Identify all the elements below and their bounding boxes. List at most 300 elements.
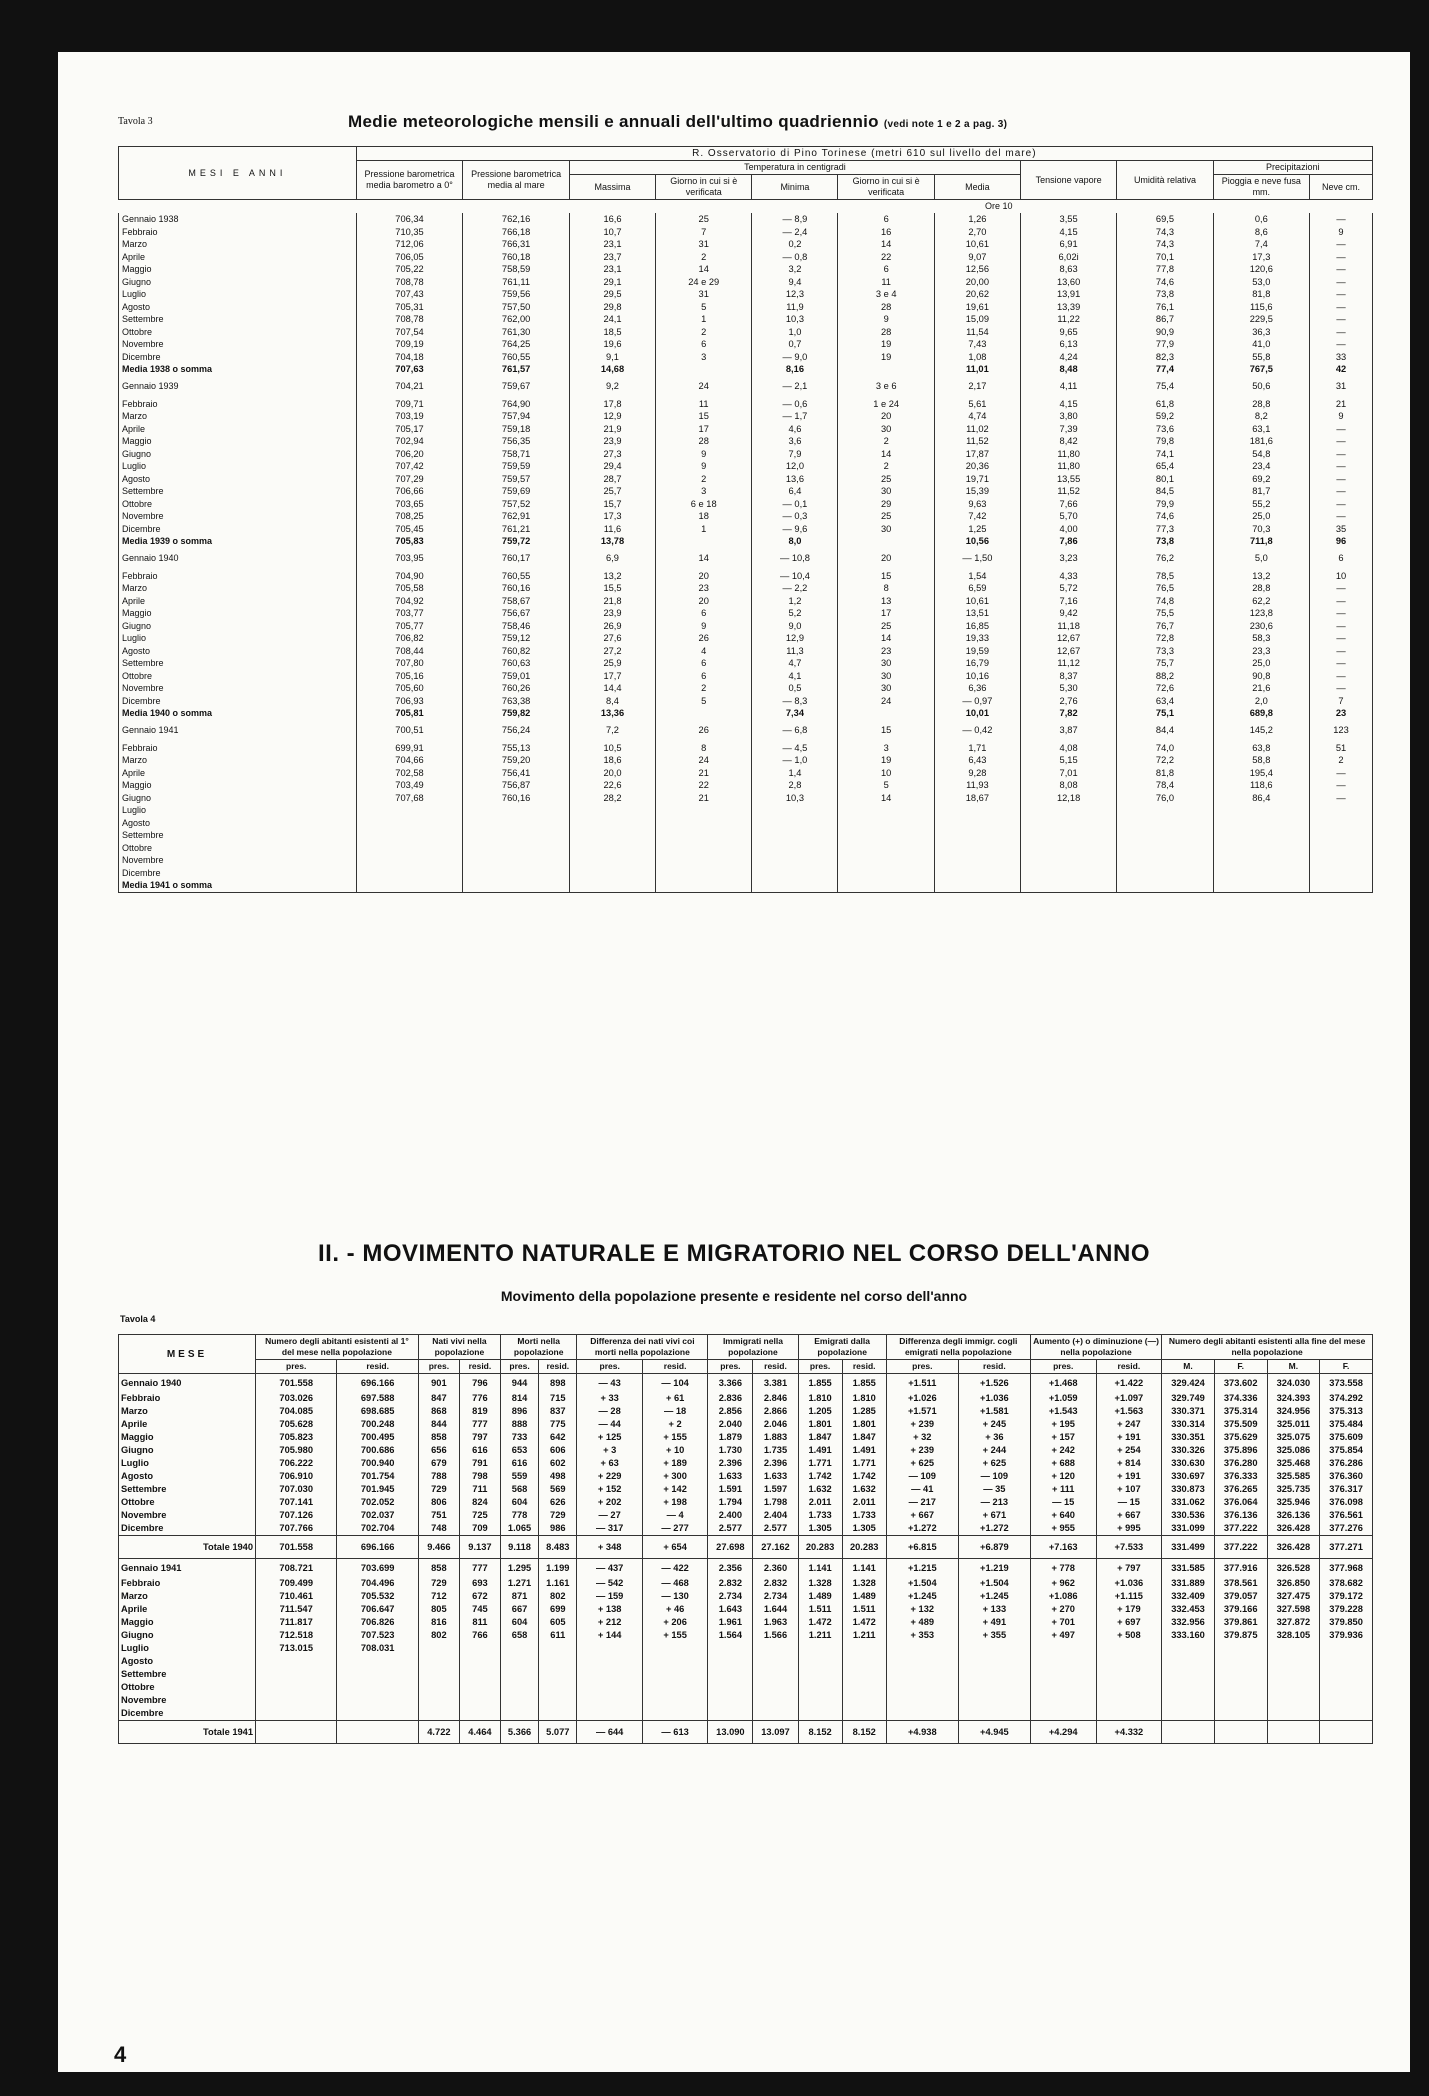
cell-value: 20 — [838, 548, 934, 570]
cell-value: — 422 — [642, 1559, 707, 1578]
cell-value: 837 — [539, 1405, 577, 1418]
sub-head: resid. — [1096, 1360, 1162, 1374]
cell-value: 328.105 — [1267, 1629, 1320, 1642]
cell-value: 115,6 — [1213, 301, 1309, 314]
cell-value: 791 — [459, 1457, 500, 1470]
cell-value: 20.283 — [842, 1536, 886, 1559]
cell-value: 378.682 — [1320, 1577, 1373, 1590]
cell-value: 80,1 — [1117, 473, 1213, 486]
cell-value — [1020, 879, 1116, 892]
cell-value — [838, 867, 934, 880]
cell-value: +1.422 — [1096, 1374, 1162, 1393]
cell-value: 707.126 — [256, 1509, 337, 1522]
cell-value: 19,59 — [934, 645, 1020, 658]
cell-value: 1 e 24 — [838, 398, 934, 411]
cell-value: 764,90 — [463, 398, 570, 411]
month-label: Gennaio 1940 — [119, 1374, 256, 1393]
col-head: Pioggia e neve fusa mm. — [1213, 175, 1309, 200]
cell-value: 5.366 — [500, 1721, 538, 1744]
cell-value: — 8,3 — [752, 695, 838, 708]
cell-value: 700.495 — [337, 1431, 418, 1444]
cell-value: 6,13 — [1020, 338, 1116, 351]
cell-value: 10,61 — [934, 238, 1020, 251]
sub-head: resid. — [642, 1360, 707, 1374]
cell-value: 330.314 — [1162, 1418, 1215, 1431]
cell-value: 6 — [656, 670, 752, 683]
cell-value: — — [1310, 423, 1373, 436]
cell-value: 702,94 — [356, 435, 463, 448]
cell-value: 376.136 — [1214, 1509, 1267, 1522]
cell-value — [1117, 842, 1213, 855]
cell-value — [1030, 1655, 1096, 1668]
cell-value — [753, 1668, 798, 1681]
cell-value: 376.317 — [1320, 1483, 1373, 1496]
cell-value: 7,2 — [569, 720, 655, 742]
cell-value: 1,26 — [934, 213, 1020, 226]
cell-value: 705,83 — [356, 535, 463, 548]
cell-value: 2.011 — [842, 1496, 886, 1509]
meteo-row — [119, 238, 1373, 251]
cell-value: 704.496 — [337, 1577, 418, 1590]
cell-value — [1096, 1655, 1162, 1668]
meteo-row — [119, 485, 1373, 498]
cell-value — [798, 1655, 842, 1668]
cell-value: 711.547 — [256, 1603, 337, 1616]
cell-value — [1162, 1707, 1215, 1721]
cell-value: — 2,4 — [752, 226, 838, 239]
cell-value — [708, 1707, 753, 1721]
cell-value: 711,8 — [1213, 535, 1309, 548]
sub-head: pres. — [418, 1360, 459, 1374]
cell-value: 327.475 — [1267, 1590, 1320, 1603]
cell-value — [842, 1681, 886, 1694]
cell-value: + 353 — [886, 1629, 958, 1642]
cell-value — [958, 1668, 1030, 1681]
cell-value: 1.161 — [539, 1577, 577, 1590]
cell-value: 705.628 — [256, 1418, 337, 1431]
cell-value: 2.836 — [708, 1392, 753, 1405]
cell-value: 30 — [838, 670, 934, 683]
cell-value: 1.633 — [753, 1470, 798, 1483]
cell-value: + 814 — [1096, 1457, 1162, 1470]
cell-value: 79,9 — [1117, 498, 1213, 511]
cell-value: 28,7 — [569, 473, 655, 486]
cell-value: 5.077 — [539, 1721, 577, 1744]
cell-value: 2.832 — [708, 1577, 753, 1590]
cell-value: +1.581 — [958, 1405, 1030, 1418]
cell-value: + 120 — [1030, 1470, 1096, 1483]
cell-value: 23,1 — [569, 263, 655, 276]
sub-head: pres. — [256, 1360, 337, 1374]
cell-value: 725 — [459, 1509, 500, 1522]
cell-value: 11,12 — [1020, 657, 1116, 670]
meteo-row — [119, 435, 1373, 448]
cell-value: 324.956 — [1267, 1405, 1320, 1418]
cell-value: 16,6 — [569, 213, 655, 226]
cell-value: 17 — [656, 423, 752, 436]
cell-value: 7,9 — [752, 448, 838, 461]
cell-value: 708.721 — [256, 1559, 337, 1578]
cell-value: 2 — [656, 251, 752, 264]
cell-value — [418, 1668, 459, 1681]
cell-value: 23 — [656, 582, 752, 595]
cell-value: — — [1310, 238, 1373, 251]
cell-value: 12,67 — [1020, 645, 1116, 658]
cell-value: 376.561 — [1320, 1509, 1373, 1522]
cell-value: 55,8 — [1213, 351, 1309, 364]
cell-value — [1162, 1694, 1215, 1707]
cell-value — [708, 1655, 753, 1668]
cell-value: 24 e 29 — [656, 276, 752, 289]
cell-value: 8 — [838, 582, 934, 595]
cell-value: 17,87 — [934, 448, 1020, 461]
cell-value: 1.961 — [708, 1616, 753, 1629]
cell-value: — — [1310, 448, 1373, 461]
cell-value: — 613 — [642, 1721, 707, 1744]
cell-value: 28,8 — [1213, 398, 1309, 411]
cell-value — [356, 842, 463, 855]
cell-value: 20,0 — [569, 767, 655, 780]
cell-value: 1.566 — [753, 1629, 798, 1642]
meteo-row — [119, 804, 1373, 817]
cell-value — [1320, 1668, 1373, 1681]
cell-value: + 667 — [1096, 1509, 1162, 1522]
cell-value: — 4 — [642, 1509, 707, 1522]
cell-value: + 640 — [1030, 1509, 1096, 1522]
cell-value: 25 — [838, 620, 934, 633]
cell-value: + 133 — [958, 1603, 1030, 1616]
meteo-row — [119, 288, 1373, 301]
cell-value: 23 — [1310, 707, 1373, 720]
cell-value: 13.097 — [753, 1721, 798, 1744]
month-label: Ottobre — [119, 842, 357, 855]
col-head: Giorno in cui si è verificata — [838, 175, 934, 200]
cell-value — [1096, 1694, 1162, 1707]
cell-value — [1267, 1681, 1320, 1694]
meteo-row — [119, 276, 1373, 289]
cell-value: +1.245 — [886, 1590, 958, 1603]
cell-value: + 497 — [1030, 1629, 1096, 1642]
meteo-row — [119, 829, 1373, 842]
cell-value — [753, 1707, 798, 1721]
cell-value: 7,01 — [1020, 767, 1116, 780]
cell-value: 3 — [656, 485, 752, 498]
cell-value: 28 — [656, 435, 752, 448]
cell-value: — 2,1 — [752, 376, 838, 398]
cell-value: 379.861 — [1214, 1616, 1267, 1629]
cell-value: 762,00 — [463, 313, 570, 326]
cell-value: 75,1 — [1117, 707, 1213, 720]
cell-value: 20 — [656, 595, 752, 608]
cell-value — [842, 1655, 886, 1668]
cell-value: 715 — [539, 1392, 577, 1405]
cell-value: 20 — [656, 570, 752, 583]
cell-value: 330.326 — [1162, 1444, 1215, 1457]
cell-value: +1.215 — [886, 1559, 958, 1578]
cell-value — [798, 1668, 842, 1681]
cell-value: 14 — [838, 632, 934, 645]
cell-value: 19 — [838, 351, 934, 364]
month-label: Luglio — [119, 288, 357, 301]
cell-value: 699 — [539, 1603, 577, 1616]
cell-value: 759,56 — [463, 288, 570, 301]
cell-value: 1.305 — [842, 1522, 886, 1536]
cell-value: + 697 — [1096, 1616, 1162, 1629]
cell-value — [1096, 1707, 1162, 1721]
cell-value — [1310, 842, 1373, 855]
cell-value: 58,8 — [1213, 754, 1309, 767]
month-label: Luglio — [119, 804, 357, 817]
cell-value — [1020, 804, 1116, 817]
cell-value: 10 — [838, 767, 934, 780]
month-label: Dicembre — [119, 351, 357, 364]
cell-value: 36,3 — [1213, 326, 1309, 339]
cell-value: 77,8 — [1117, 263, 1213, 276]
cell-value: +6.815 — [886, 1536, 958, 1559]
cell-value: 19,71 — [934, 473, 1020, 486]
cell-value: +4.938 — [886, 1721, 958, 1744]
cell-value: 12,56 — [934, 263, 1020, 276]
cell-value — [539, 1681, 577, 1694]
cell-value: 2.040 — [708, 1418, 753, 1431]
cell-value: — 28 — [577, 1405, 642, 1418]
month-row — [119, 1707, 1373, 1721]
month-label: Novembre — [119, 1509, 256, 1522]
cell-value — [1117, 879, 1213, 892]
month-row — [119, 1694, 1373, 1707]
sub-head: pres. — [708, 1360, 753, 1374]
month-label: Agosto — [119, 645, 357, 658]
cell-value — [838, 804, 934, 817]
sub-head: resid. — [459, 1360, 500, 1374]
cell-value: 569 — [539, 1483, 577, 1496]
cell-value: 1,4 — [752, 767, 838, 780]
cell-value: 4,11 — [1020, 376, 1116, 398]
cell-value: 8,0 — [752, 535, 838, 548]
cell-value — [934, 854, 1020, 867]
cell-value: 10,3 — [752, 313, 838, 326]
cell-value: 642 — [539, 1431, 577, 1444]
cell-value — [838, 842, 934, 855]
cell-value: 18,67 — [934, 792, 1020, 805]
cell-value: 705,22 — [356, 263, 463, 276]
cell-value: 377.916 — [1214, 1559, 1267, 1578]
month-label: Aprile — [119, 423, 357, 436]
cell-value: — — [1310, 510, 1373, 523]
month-label: Ottobre — [119, 498, 357, 511]
cell-value: 706.222 — [256, 1457, 337, 1470]
cell-value: 375.509 — [1214, 1418, 1267, 1431]
cell-value: 23,3 — [1213, 645, 1309, 658]
cell-value: 707.141 — [256, 1496, 337, 1509]
cell-value: 8,6 — [1213, 226, 1309, 239]
cell-value: + 10 — [642, 1444, 707, 1457]
meteo-row — [119, 817, 1373, 830]
cell-value — [656, 535, 752, 548]
cell-value: — 1,7 — [752, 410, 838, 423]
cell-value: 331.499 — [1162, 1536, 1215, 1559]
cell-value: 788 — [418, 1470, 459, 1483]
cell-value: + 144 — [577, 1629, 642, 1642]
cell-value: 326.428 — [1267, 1522, 1320, 1536]
month-label: Novembre — [119, 854, 357, 867]
month-label: Media 1939 o somma — [119, 535, 357, 548]
cell-value: + 239 — [886, 1418, 958, 1431]
cell-value: 7,4 — [1213, 238, 1309, 251]
cell-value: 1.211 — [842, 1629, 886, 1642]
cell-value — [463, 854, 570, 867]
cell-value: 759,69 — [463, 485, 570, 498]
cell-value — [753, 1681, 798, 1694]
cell-value: 761,57 — [463, 363, 570, 376]
meteo-row — [119, 854, 1373, 867]
cell-value: 72,6 — [1117, 682, 1213, 695]
cell-value: + 348 — [577, 1536, 642, 1559]
cell-value: 13.090 — [708, 1721, 753, 1744]
month-label: Aprile — [119, 767, 357, 780]
cell-value: 1.810 — [842, 1392, 886, 1405]
cell-value: 31 — [1310, 376, 1373, 398]
cell-value: 756,87 — [463, 779, 570, 792]
cell-value — [577, 1681, 642, 1694]
cell-value: 844 — [418, 1418, 459, 1431]
cell-value: 568 — [500, 1483, 538, 1496]
cell-value: 757,52 — [463, 498, 570, 511]
cell-value: 2.846 — [753, 1392, 798, 1405]
cell-value: 230,6 — [1213, 620, 1309, 633]
cell-value: + 270 — [1030, 1603, 1096, 1616]
month-label: Maggio — [119, 1431, 256, 1444]
cell-value: 1 — [656, 523, 752, 536]
cell-value — [1162, 1668, 1215, 1681]
month-label: Agosto — [119, 301, 357, 314]
cell-value: 1.564 — [708, 1629, 753, 1642]
month-label: Dicembre — [119, 1522, 256, 1536]
cell-value — [569, 867, 655, 880]
cell-value — [500, 1668, 538, 1681]
cell-value: — 2,2 — [752, 582, 838, 595]
cell-value: 195,4 — [1213, 767, 1309, 780]
cell-value: 28 — [838, 326, 934, 339]
cell-value — [886, 1655, 958, 1668]
cell-value: 3.366 — [708, 1374, 753, 1393]
cell-value: 6,43 — [934, 754, 1020, 767]
cell-value: 0,5 — [752, 682, 838, 695]
cell-value: 23,7 — [569, 251, 655, 264]
cell-value: +4.294 — [1030, 1721, 1096, 1744]
cell-value: 9,4 — [752, 276, 838, 289]
cell-value: + 254 — [1096, 1444, 1162, 1457]
cell-value: 14 — [838, 238, 934, 251]
cell-value: 705.823 — [256, 1431, 337, 1444]
col-mese: MESE — [119, 1335, 256, 1374]
cell-value: 1.511 — [798, 1603, 842, 1616]
cell-value: + 778 — [1030, 1559, 1096, 1578]
cell-value: 22 — [838, 251, 934, 264]
cell-value — [642, 1655, 707, 1668]
cell-value: — 644 — [577, 1721, 642, 1744]
cell-value: 1.632 — [842, 1483, 886, 1496]
cell-value — [1310, 817, 1373, 830]
cell-value: 29,8 — [569, 301, 655, 314]
cell-value: + 244 — [958, 1444, 1030, 1457]
sub-head: F. — [1320, 1360, 1373, 1374]
cell-value: 74,8 — [1117, 595, 1213, 608]
cell-value: + 508 — [1096, 1629, 1162, 1642]
cell-value: 75,4 — [1117, 376, 1213, 398]
cell-value: 707,54 — [356, 326, 463, 339]
cell-value: 326.428 — [1267, 1536, 1320, 1559]
cell-value: + 688 — [1030, 1457, 1096, 1470]
cell-value: 699,91 — [356, 742, 463, 755]
cell-value: 4,6 — [752, 423, 838, 436]
cell-value — [418, 1642, 459, 1655]
cell-value: 760,63 — [463, 657, 570, 670]
cell-value: 693 — [459, 1577, 500, 1590]
cell-value — [1214, 1681, 1267, 1694]
cell-value: 329.424 — [1162, 1374, 1215, 1393]
cell-value: 2.011 — [798, 1496, 842, 1509]
cell-value: 760,16 — [463, 792, 570, 805]
cell-value: 26,9 — [569, 620, 655, 633]
month-label: Luglio — [119, 460, 357, 473]
col-head: Umidità relativa — [1117, 161, 1213, 200]
cell-value: 145,2 — [1213, 720, 1309, 742]
cell-value: 758,46 — [463, 620, 570, 633]
cell-value — [500, 1707, 538, 1721]
cell-value: 701.558 — [256, 1536, 337, 1559]
cell-value: 8,63 — [1020, 263, 1116, 276]
cell-value: 706.647 — [337, 1603, 418, 1616]
cell-value: 1.771 — [798, 1457, 842, 1470]
cell-value — [656, 817, 752, 830]
population-table — [118, 1334, 1373, 1744]
cell-value: 672 — [459, 1590, 500, 1603]
cell-value: 705,77 — [356, 620, 463, 633]
cell-value: 704,21 — [356, 376, 463, 398]
meteo-row — [119, 263, 1373, 276]
cell-value — [1310, 829, 1373, 842]
cell-value — [656, 842, 752, 855]
cell-value: 16,85 — [934, 620, 1020, 633]
cell-value: 2,70 — [934, 226, 1020, 239]
cell-value: 703.699 — [337, 1559, 418, 1578]
cell-value: 11,22 — [1020, 313, 1116, 326]
cell-value: 703,95 — [356, 548, 463, 570]
cell-value: — — [1310, 632, 1373, 645]
cell-value — [656, 867, 752, 880]
month-label: Gennaio 1940 — [119, 548, 357, 570]
cell-value: 23,9 — [569, 435, 655, 448]
cell-value — [569, 854, 655, 867]
cell-value — [1214, 1668, 1267, 1681]
cell-value: 86,7 — [1117, 313, 1213, 326]
cell-value — [1214, 1642, 1267, 1655]
cell-value: 11,6 — [569, 523, 655, 536]
cell-value — [1162, 1642, 1215, 1655]
cell-value — [356, 829, 463, 842]
cell-value: 606 — [539, 1444, 577, 1457]
cell-value: 13 — [838, 595, 934, 608]
cell-value: 330.630 — [1162, 1457, 1215, 1470]
cell-value: 701.754 — [337, 1470, 418, 1483]
meteo-row — [119, 657, 1373, 670]
cell-value — [539, 1668, 577, 1681]
cell-value — [958, 1694, 1030, 1707]
cell-value — [500, 1681, 538, 1694]
meteo-row — [119, 742, 1373, 755]
cell-value: 707.523 — [337, 1629, 418, 1642]
